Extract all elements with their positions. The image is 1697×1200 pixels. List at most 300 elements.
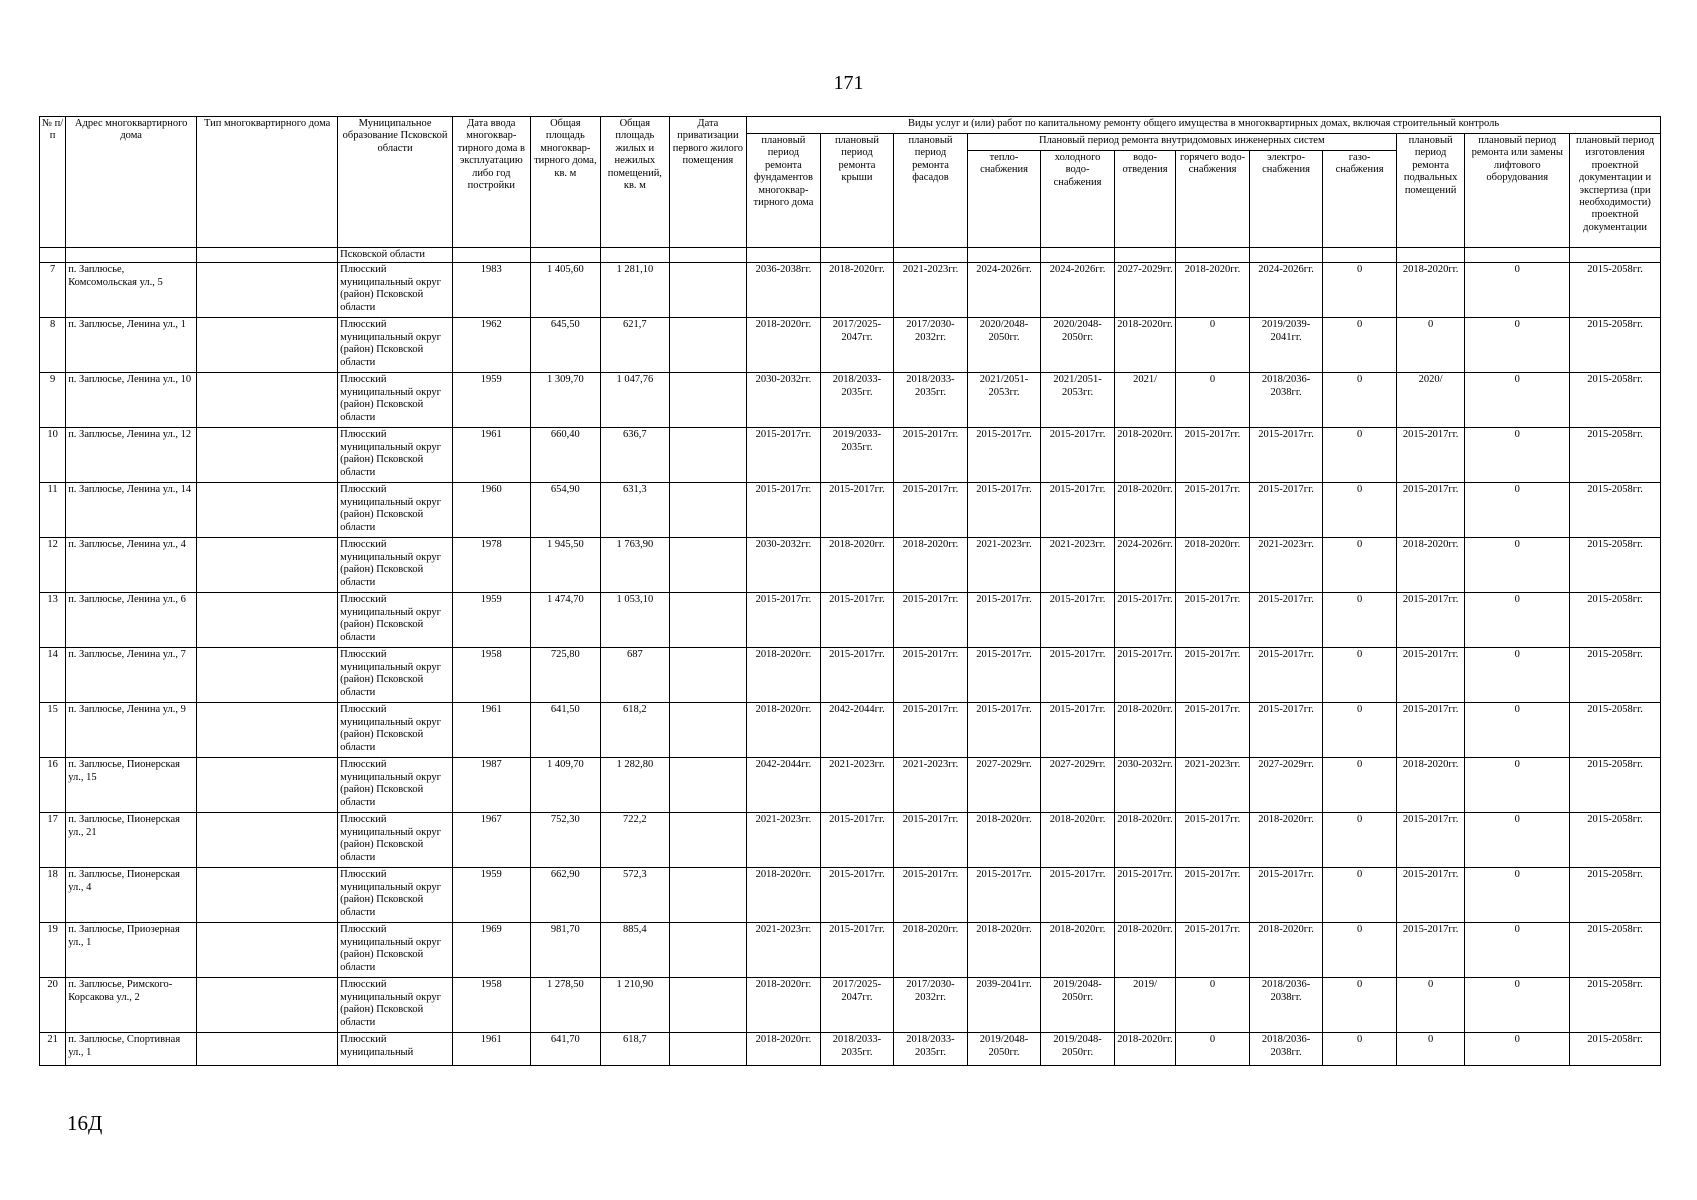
- cell-basement: 2015-2017гг.: [1396, 483, 1465, 538]
- cell-elevator: 0: [1465, 648, 1570, 703]
- cell-cold-water: 2015-2017гг.: [1041, 703, 1115, 758]
- cell-facades: 2015-2017гг.: [894, 813, 968, 868]
- header-cold-water: холодного водо-снабжения: [1041, 151, 1115, 248]
- cell-gas: 0: [1323, 758, 1397, 813]
- cell-privatization: [669, 538, 747, 593]
- cell-foundations: 2030-2032гг.: [747, 373, 821, 428]
- cell-design: 2015-2058гг.: [1570, 428, 1661, 483]
- cell-facades: 2017/2030-2032гг.: [894, 978, 968, 1033]
- cell-total-area: 752,30: [530, 813, 601, 868]
- cell-living-area: 1 763,90: [601, 538, 670, 593]
- cell-heat: 2018-2020гг.: [967, 923, 1041, 978]
- cell-design: 2015-2058гг.: [1570, 483, 1661, 538]
- cell-basement: 2015-2017гг.: [1396, 593, 1465, 648]
- cell-design: 2015-2058гг.: [1570, 813, 1661, 868]
- cell-hot-water: 0: [1176, 978, 1250, 1033]
- cell-address: п. Заплюсье, Пионерская ул., 4: [66, 868, 197, 923]
- cell-design: 2015-2058гг.: [1570, 758, 1661, 813]
- cell-sewage: 2018-2020гг.: [1114, 483, 1175, 538]
- cell-elevator: 0: [1465, 263, 1570, 318]
- header-roof: плановый период ремонта крыши: [820, 134, 894, 248]
- table-row: [40, 428, 1661, 483]
- header-type: Тип многоквартирного дома: [197, 117, 338, 248]
- cell-heat: 2039-2041гг.: [967, 978, 1041, 1033]
- cell-heat: 2021-2023гг.: [967, 538, 1041, 593]
- cell-address: п. Заплюсье, Пионерская ул., 21: [66, 813, 197, 868]
- cell-year: 1961: [453, 1033, 531, 1066]
- cell-address: п. Заплюсье, Римского-Корсакова ул., 2: [66, 978, 197, 1033]
- cell-heat: 2015-2017гг.: [967, 428, 1041, 483]
- cell-privatization: [669, 868, 747, 923]
- cell-num: 18: [40, 868, 66, 923]
- cell-design: 2015-2058гг.: [1570, 1033, 1661, 1066]
- cell-living-area: 618,2: [601, 703, 670, 758]
- cell-elevator: 0: [1465, 758, 1570, 813]
- cell-type: [197, 648, 338, 703]
- cell-design: 2015-2058гг.: [1570, 373, 1661, 428]
- cell-sewage: 2015-2017гг.: [1114, 648, 1175, 703]
- header-date-entry: Дата ввода многоквар-тирного дома в эксплуатацию либо год постройки: [453, 117, 531, 248]
- cell-electric: 2024-2026гг.: [1249, 263, 1323, 318]
- cell-sewage: 2021/: [1114, 373, 1175, 428]
- table-body: [40, 248, 1661, 1066]
- cell-total-area: 645,50: [530, 318, 601, 373]
- cell-year: 1983: [453, 263, 531, 318]
- cell-total-area: 641,70: [530, 1033, 601, 1066]
- cell-living-area: 618,7: [601, 1033, 670, 1066]
- cell-facades: 2017/2030-2032гг.: [894, 318, 968, 373]
- cell-num: 20: [40, 978, 66, 1033]
- cell-electric: 2018/2036-2038гг.: [1249, 373, 1323, 428]
- cell-heat: 2019/2048-2050гг.: [967, 1033, 1041, 1066]
- cell-year: 1969: [453, 923, 531, 978]
- cell-basement: 2018-2020гг.: [1396, 263, 1465, 318]
- cell-living-area: 1 053,10: [601, 593, 670, 648]
- header-hot-water: горячего водо-снабжения: [1176, 151, 1250, 248]
- cell-facades: 2018-2020гг.: [894, 923, 968, 978]
- table-row: [40, 483, 1661, 538]
- cell-design: 2015-2058гг.: [1570, 263, 1661, 318]
- cell-cold-water: 2024-2026гг.: [1041, 263, 1115, 318]
- cell-electric: 2015-2017гг.: [1249, 648, 1323, 703]
- cell-roof: 2015-2017гг.: [820, 923, 894, 978]
- header-total-area: Общая площадь многоквар-тирного дома, кв. м: [530, 117, 601, 248]
- cell-address: п. Заплюсье, Пионерская ул., 15: [66, 758, 197, 813]
- cell-address: п. Заплюсье, Комсомольская ул., 5: [66, 263, 197, 318]
- cell-hot-water: 0: [1176, 373, 1250, 428]
- cell-roof: 2018/2033-2035гг.: [820, 1033, 894, 1066]
- cell-heat: 2015-2017гг.: [967, 483, 1041, 538]
- cell-type: [197, 868, 338, 923]
- cell-municipality: Плюсский муниципальный округ (район) Псковской области: [338, 538, 453, 593]
- cell-hot-water: 0: [1176, 1033, 1250, 1066]
- cell-address: п. Заплюсье, Спортивная ул., 1: [66, 1033, 197, 1066]
- page-number: 171: [833, 72, 864, 94]
- cell-electric: 2021-2023гг.: [1249, 538, 1323, 593]
- cell-facades: 2018-2020гг.: [894, 538, 968, 593]
- cell-design: 2015-2058гг.: [1570, 318, 1661, 373]
- cell-hot-water: 2015-2017гг.: [1176, 813, 1250, 868]
- cell-sewage: 2024-2026гг.: [1114, 538, 1175, 593]
- cell-living-area: 885,4: [601, 923, 670, 978]
- cell-heat: 2027-2029гг.: [967, 758, 1041, 813]
- cell-num: 17: [40, 813, 66, 868]
- cell-facades: 2015-2017гг.: [894, 648, 968, 703]
- cell-elevator: 0: [1465, 318, 1570, 373]
- cell-electric: 2018-2020гг.: [1249, 813, 1323, 868]
- cell-municipality: Плюсский муниципальный округ (район) Псковской области: [338, 978, 453, 1033]
- continuation-text: Псковской области: [338, 248, 453, 263]
- cell-foundations: 2015-2017гг.: [747, 483, 821, 538]
- cell-year: 1958: [453, 978, 531, 1033]
- cell-municipality: Плюсский муниципальный округ (район) Псковской области: [338, 263, 453, 318]
- cell-gas: 0: [1323, 263, 1397, 318]
- cell-address: п. Заплюсье, Ленина ул., 7: [66, 648, 197, 703]
- cell-living-area: 631,3: [601, 483, 670, 538]
- cell-foundations: 2021-2023гг.: [747, 923, 821, 978]
- header-design: плановый период изготовления проектной документации и экспертиза (при необходимости) проектной документации: [1570, 134, 1661, 248]
- cell-cold-water: 2018-2020гг.: [1041, 923, 1115, 978]
- cell-living-area: 572,3: [601, 868, 670, 923]
- cell-privatization: [669, 428, 747, 483]
- table-row: [40, 1033, 1661, 1066]
- table-row: [40, 703, 1661, 758]
- cell-cold-water: 2015-2017гг.: [1041, 428, 1115, 483]
- cell-foundations: 2015-2017гг.: [747, 428, 821, 483]
- cell-heat: 2018-2020гг.: [967, 813, 1041, 868]
- header-living-area: Общая площадь жилых и нежилых помещений, кв. м: [601, 117, 670, 248]
- table-row: [40, 538, 1661, 593]
- cell-hot-water: 2021-2023гг.: [1176, 758, 1250, 813]
- cell-elevator: 0: [1465, 813, 1570, 868]
- cell-address: п. Заплюсье, Ленина ул., 9: [66, 703, 197, 758]
- cell-basement: 0: [1396, 318, 1465, 373]
- cell-type: [197, 1033, 338, 1066]
- header-basement: плановый период ремонта подвальных помещений: [1396, 134, 1465, 248]
- cell-privatization: [669, 483, 747, 538]
- cell-privatization: [669, 263, 747, 318]
- cell-gas: 0: [1323, 813, 1397, 868]
- cell-municipality: Плюсский муниципальный округ (район) Псковской области: [338, 813, 453, 868]
- cell-gas: 0: [1323, 868, 1397, 923]
- cell-privatization: [669, 813, 747, 868]
- cell-type: [197, 428, 338, 483]
- header-facades: плановый период ремонта фасадов: [894, 134, 968, 248]
- cell-facades: 2018/2033-2035гг.: [894, 1033, 968, 1066]
- cell-cold-water: 2019/2048-2050гг.: [1041, 1033, 1115, 1066]
- cell-num: 10: [40, 428, 66, 483]
- cell-heat: 2015-2017гг.: [967, 593, 1041, 648]
- cell-gas: 0: [1323, 373, 1397, 428]
- cell-gas: 0: [1323, 318, 1397, 373]
- cell-cold-water: 2021-2023гг.: [1041, 538, 1115, 593]
- cell-foundations: 2018-2020гг.: [747, 703, 821, 758]
- cell-sewage: 2018-2020гг.: [1114, 318, 1175, 373]
- cell-roof: 2015-2017гг.: [820, 648, 894, 703]
- cell-privatization: [669, 648, 747, 703]
- cell-gas: 0: [1323, 538, 1397, 593]
- cell-facades: 2015-2017гг.: [894, 593, 968, 648]
- cell-living-area: 636,7: [601, 428, 670, 483]
- cell-num: 21: [40, 1033, 66, 1066]
- header-address: Адрес многоквартирного дома: [66, 117, 197, 248]
- cell-electric: 2015-2017гг.: [1249, 593, 1323, 648]
- cell-gas: 0: [1323, 923, 1397, 978]
- cell-living-area: 1 281,10: [601, 263, 670, 318]
- cell-num: 7: [40, 263, 66, 318]
- cell-type: [197, 538, 338, 593]
- header-sewage: водо-отведения: [1114, 151, 1175, 248]
- cell-num: 11: [40, 483, 66, 538]
- cell-total-area: 641,50: [530, 703, 601, 758]
- cell-total-area: 1 405,60: [530, 263, 601, 318]
- cell-heat: 2024-2026гг.: [967, 263, 1041, 318]
- cell-basement: 2015-2017гг.: [1396, 813, 1465, 868]
- cell-electric: 2027-2029гг.: [1249, 758, 1323, 813]
- cell-num: 12: [40, 538, 66, 593]
- cell-living-area: 687: [601, 648, 670, 703]
- cell-hot-water: 2015-2017гг.: [1176, 428, 1250, 483]
- cell-municipality: Плюсский муниципальный округ (район) Псковской области: [338, 593, 453, 648]
- cell-num: 14: [40, 648, 66, 703]
- cell-roof: 2015-2017гг.: [820, 593, 894, 648]
- cell-electric: 2015-2017гг.: [1249, 703, 1323, 758]
- cell-year: 1959: [453, 868, 531, 923]
- cell-roof: 2015-2017гг.: [820, 868, 894, 923]
- cell-heat: 2015-2017гг.: [967, 868, 1041, 923]
- cell-basement: 2020/: [1396, 373, 1465, 428]
- cell-sewage: 2018-2020гг.: [1114, 813, 1175, 868]
- cell-gas: 0: [1323, 978, 1397, 1033]
- cell-municipality: Плюсский муниципальный округ (район) Псковской области: [338, 373, 453, 428]
- cell-electric: 2018-2020гг.: [1249, 923, 1323, 978]
- cell-privatization: [669, 978, 747, 1033]
- footer-code: 16Д: [67, 1111, 103, 1135]
- cell-type: [197, 373, 338, 428]
- cell-elevator: 0: [1465, 868, 1570, 923]
- cell-cold-water: 2015-2017гг.: [1041, 648, 1115, 703]
- cell-cold-water: 2015-2017гг.: [1041, 593, 1115, 648]
- cell-year: 1958: [453, 648, 531, 703]
- cell-heat: 2021/2051-2053гг.: [967, 373, 1041, 428]
- cell-hot-water: 2015-2017гг.: [1176, 593, 1250, 648]
- header-engineering: Плановый период ремонта внутридомовых инженерных систем: [967, 134, 1396, 151]
- cell-basement: 2018-2020гг.: [1396, 758, 1465, 813]
- cell-living-area: 1 210,90: [601, 978, 670, 1033]
- cell-facades: 2015-2017гг.: [894, 483, 968, 538]
- cell-sewage: 2018-2020гг.: [1114, 923, 1175, 978]
- cell-gas: 0: [1323, 1033, 1397, 1066]
- cell-municipality: Плюсский муниципальный округ (район) Псковской области: [338, 868, 453, 923]
- cell-sewage: 2015-2017гг.: [1114, 868, 1175, 923]
- cell-hot-water: 2015-2017гг.: [1176, 923, 1250, 978]
- cell-total-area: 1 278,50: [530, 978, 601, 1033]
- cell-municipality: Плюсский муниципальный округ (район) Псковской области: [338, 428, 453, 483]
- cell-num: 15: [40, 703, 66, 758]
- cell-design: 2015-2058гг.: [1570, 593, 1661, 648]
- cell-hot-water: 2015-2017гг.: [1176, 703, 1250, 758]
- header-heat: тепло-снабжения: [967, 151, 1041, 248]
- table-row: [40, 373, 1661, 428]
- cell-elevator: 0: [1465, 538, 1570, 593]
- cell-basement: 2015-2017гг.: [1396, 428, 1465, 483]
- cell-foundations: 2018-2020гг.: [747, 648, 821, 703]
- cell-privatization: [669, 318, 747, 373]
- cell-cold-water: 2027-2029гг.: [1041, 758, 1115, 813]
- cell-hot-water: 2015-2017гг.: [1176, 483, 1250, 538]
- cell-basement: 0: [1396, 1033, 1465, 1066]
- cell-gas: 0: [1323, 703, 1397, 758]
- cell-heat: 2020/2048-2050гг.: [967, 318, 1041, 373]
- cell-electric: 2018/2036-2038гг.: [1249, 1033, 1323, 1066]
- cell-heat: 2015-2017гг.: [967, 703, 1041, 758]
- cell-roof: 2021-2023гг.: [820, 758, 894, 813]
- cell-total-area: 1 309,70: [530, 373, 601, 428]
- cell-electric: 2015-2017гг.: [1249, 428, 1323, 483]
- cell-cold-water: 2018-2020гг.: [1041, 813, 1115, 868]
- cell-foundations: 2018-2020гг.: [747, 1033, 821, 1066]
- cell-privatization: [669, 1033, 747, 1066]
- cell-total-area: 981,70: [530, 923, 601, 978]
- cell-sewage: 2015-2017гг.: [1114, 593, 1175, 648]
- cell-hot-water: 2015-2017гг.: [1176, 868, 1250, 923]
- cell-design: 2015-2058гг.: [1570, 923, 1661, 978]
- capital-repair-table: [39, 116, 1661, 1066]
- cell-municipality: Плюсский муниципальный округ (район) Псковской области: [338, 758, 453, 813]
- cell-year: 1967: [453, 813, 531, 868]
- cell-sewage: 2019/: [1114, 978, 1175, 1033]
- cell-elevator: 0: [1465, 923, 1570, 978]
- cell-total-area: 654,90: [530, 483, 601, 538]
- cell-roof: 2015-2017гг.: [820, 483, 894, 538]
- cell-foundations: 2021-2023гг.: [747, 813, 821, 868]
- cell-electric: 2019/2039-2041гг.: [1249, 318, 1323, 373]
- cell-cold-water: 2015-2017гг.: [1041, 868, 1115, 923]
- cell-basement: 2015-2017гг.: [1396, 703, 1465, 758]
- cell-design: 2015-2058гг.: [1570, 978, 1661, 1033]
- table-row: [40, 978, 1661, 1033]
- cell-sewage: 2018-2020гг.: [1114, 703, 1175, 758]
- cell-roof: 2018/2033-2035гг.: [820, 373, 894, 428]
- cell-year: 1961: [453, 703, 531, 758]
- cell-privatization: [669, 923, 747, 978]
- cell-heat: 2015-2017гг.: [967, 648, 1041, 703]
- table-row: [40, 813, 1661, 868]
- cell-total-area: 725,80: [530, 648, 601, 703]
- cell-municipality: Плюсский муниципальный округ (район) Псковской области: [338, 483, 453, 538]
- cell-foundations: 2018-2020гг.: [747, 978, 821, 1033]
- cell-type: [197, 263, 338, 318]
- cell-facades: 2021-2023гг.: [894, 263, 968, 318]
- cell-foundations: 2015-2017гг.: [747, 593, 821, 648]
- cell-total-area: 1 945,50: [530, 538, 601, 593]
- cell-facades: 2015-2017гг.: [894, 868, 968, 923]
- cell-num: 13: [40, 593, 66, 648]
- cell-design: 2015-2058гг.: [1570, 648, 1661, 703]
- cell-roof: 2042-2044гг.: [820, 703, 894, 758]
- cell-facades: 2021-2023гг.: [894, 758, 968, 813]
- cell-foundations: 2018-2020гг.: [747, 318, 821, 373]
- cell-gas: 0: [1323, 428, 1397, 483]
- cell-living-area: 1 047,76: [601, 373, 670, 428]
- cell-roof: 2017/2025-2047гг.: [820, 978, 894, 1033]
- cell-privatization: [669, 373, 747, 428]
- cell-address: п. Заплюсье, Приозерная ул., 1: [66, 923, 197, 978]
- cell-basement: 2015-2017гг.: [1396, 868, 1465, 923]
- continuation-row: [40, 248, 1661, 263]
- cell-privatization: [669, 703, 747, 758]
- table-row: [40, 263, 1661, 318]
- cell-address: п. Заплюсье, Ленина ул., 6: [66, 593, 197, 648]
- cell-year: 1961: [453, 428, 531, 483]
- cell-type: [197, 923, 338, 978]
- cell-foundations: 2018-2020гг.: [747, 868, 821, 923]
- cell-design: 2015-2058гг.: [1570, 538, 1661, 593]
- cell-gas: 0: [1323, 483, 1397, 538]
- cell-sewage: 2018-2020гг.: [1114, 428, 1175, 483]
- cell-sewage: 2030-2032гг.: [1114, 758, 1175, 813]
- header-foundations: плановый период ремонта фундаментов многоквар-тирного дома: [747, 134, 821, 248]
- cell-sewage: 2027-2029гг.: [1114, 263, 1175, 318]
- cell-basement: 2015-2017гг.: [1396, 648, 1465, 703]
- cell-municipality: Плюсский муниципальный: [338, 1033, 453, 1066]
- cell-num: 16: [40, 758, 66, 813]
- header-elevator: плановый период ремонта или замены лифтового оборудования: [1465, 134, 1570, 248]
- cell-cold-water: 2015-2017гг.: [1041, 483, 1115, 538]
- table-row: [40, 868, 1661, 923]
- cell-cold-water: 2021/2051-2053гг.: [1041, 373, 1115, 428]
- cell-design: 2015-2058гг.: [1570, 703, 1661, 758]
- cell-municipality: Плюсский муниципальный округ (район) Псковской области: [338, 318, 453, 373]
- cell-year: 1959: [453, 593, 531, 648]
- cell-cold-water: 2020/2048-2050гг.: [1041, 318, 1115, 373]
- cell-municipality: Плюсский муниципальный округ (район) Псковской области: [338, 923, 453, 978]
- cell-elevator: 0: [1465, 428, 1570, 483]
- cell-year: 1987: [453, 758, 531, 813]
- cell-roof: 2019/2033-2035гг.: [820, 428, 894, 483]
- cell-roof: 2018-2020гг.: [820, 538, 894, 593]
- cell-electric: 2018/2036-2038гг.: [1249, 978, 1323, 1033]
- cell-address: п. Заплюсье, Ленина ул., 14: [66, 483, 197, 538]
- cell-elevator: 0: [1465, 373, 1570, 428]
- cell-living-area: 621,7: [601, 318, 670, 373]
- cell-num: 19: [40, 923, 66, 978]
- cell-cold-water: 2019/2048-2050гг.: [1041, 978, 1115, 1033]
- cell-elevator: 0: [1465, 703, 1570, 758]
- cell-basement: 2015-2017гг.: [1396, 923, 1465, 978]
- cell-foundations: 2042-2044гг.: [747, 758, 821, 813]
- header-electric: электро-снабжения: [1249, 151, 1323, 248]
- header-services: Виды услуг и (или) работ по капитальному ремонту общего имущества в многоквартирных домах, включая строительный контроль: [747, 117, 1661, 134]
- table-row: [40, 318, 1661, 373]
- cell-privatization: [669, 593, 747, 648]
- header-num: № п/п: [40, 117, 66, 248]
- cell-gas: 0: [1323, 648, 1397, 703]
- cell-hot-water: 2018-2020гг.: [1176, 263, 1250, 318]
- cell-total-area: 662,90: [530, 868, 601, 923]
- cell-type: [197, 318, 338, 373]
- cell-hot-water: 2015-2017гг.: [1176, 648, 1250, 703]
- table-row: [40, 648, 1661, 703]
- cell-roof: 2017/2025-2047гг.: [820, 318, 894, 373]
- cell-gas: 0: [1323, 593, 1397, 648]
- cell-elevator: 0: [1465, 1033, 1570, 1066]
- cell-total-area: 1 409,70: [530, 758, 601, 813]
- cell-num: 8: [40, 318, 66, 373]
- cell-type: [197, 593, 338, 648]
- cell-elevator: 0: [1465, 978, 1570, 1033]
- cell-municipality: Плюсский муниципальный округ (район) Псковской области: [338, 648, 453, 703]
